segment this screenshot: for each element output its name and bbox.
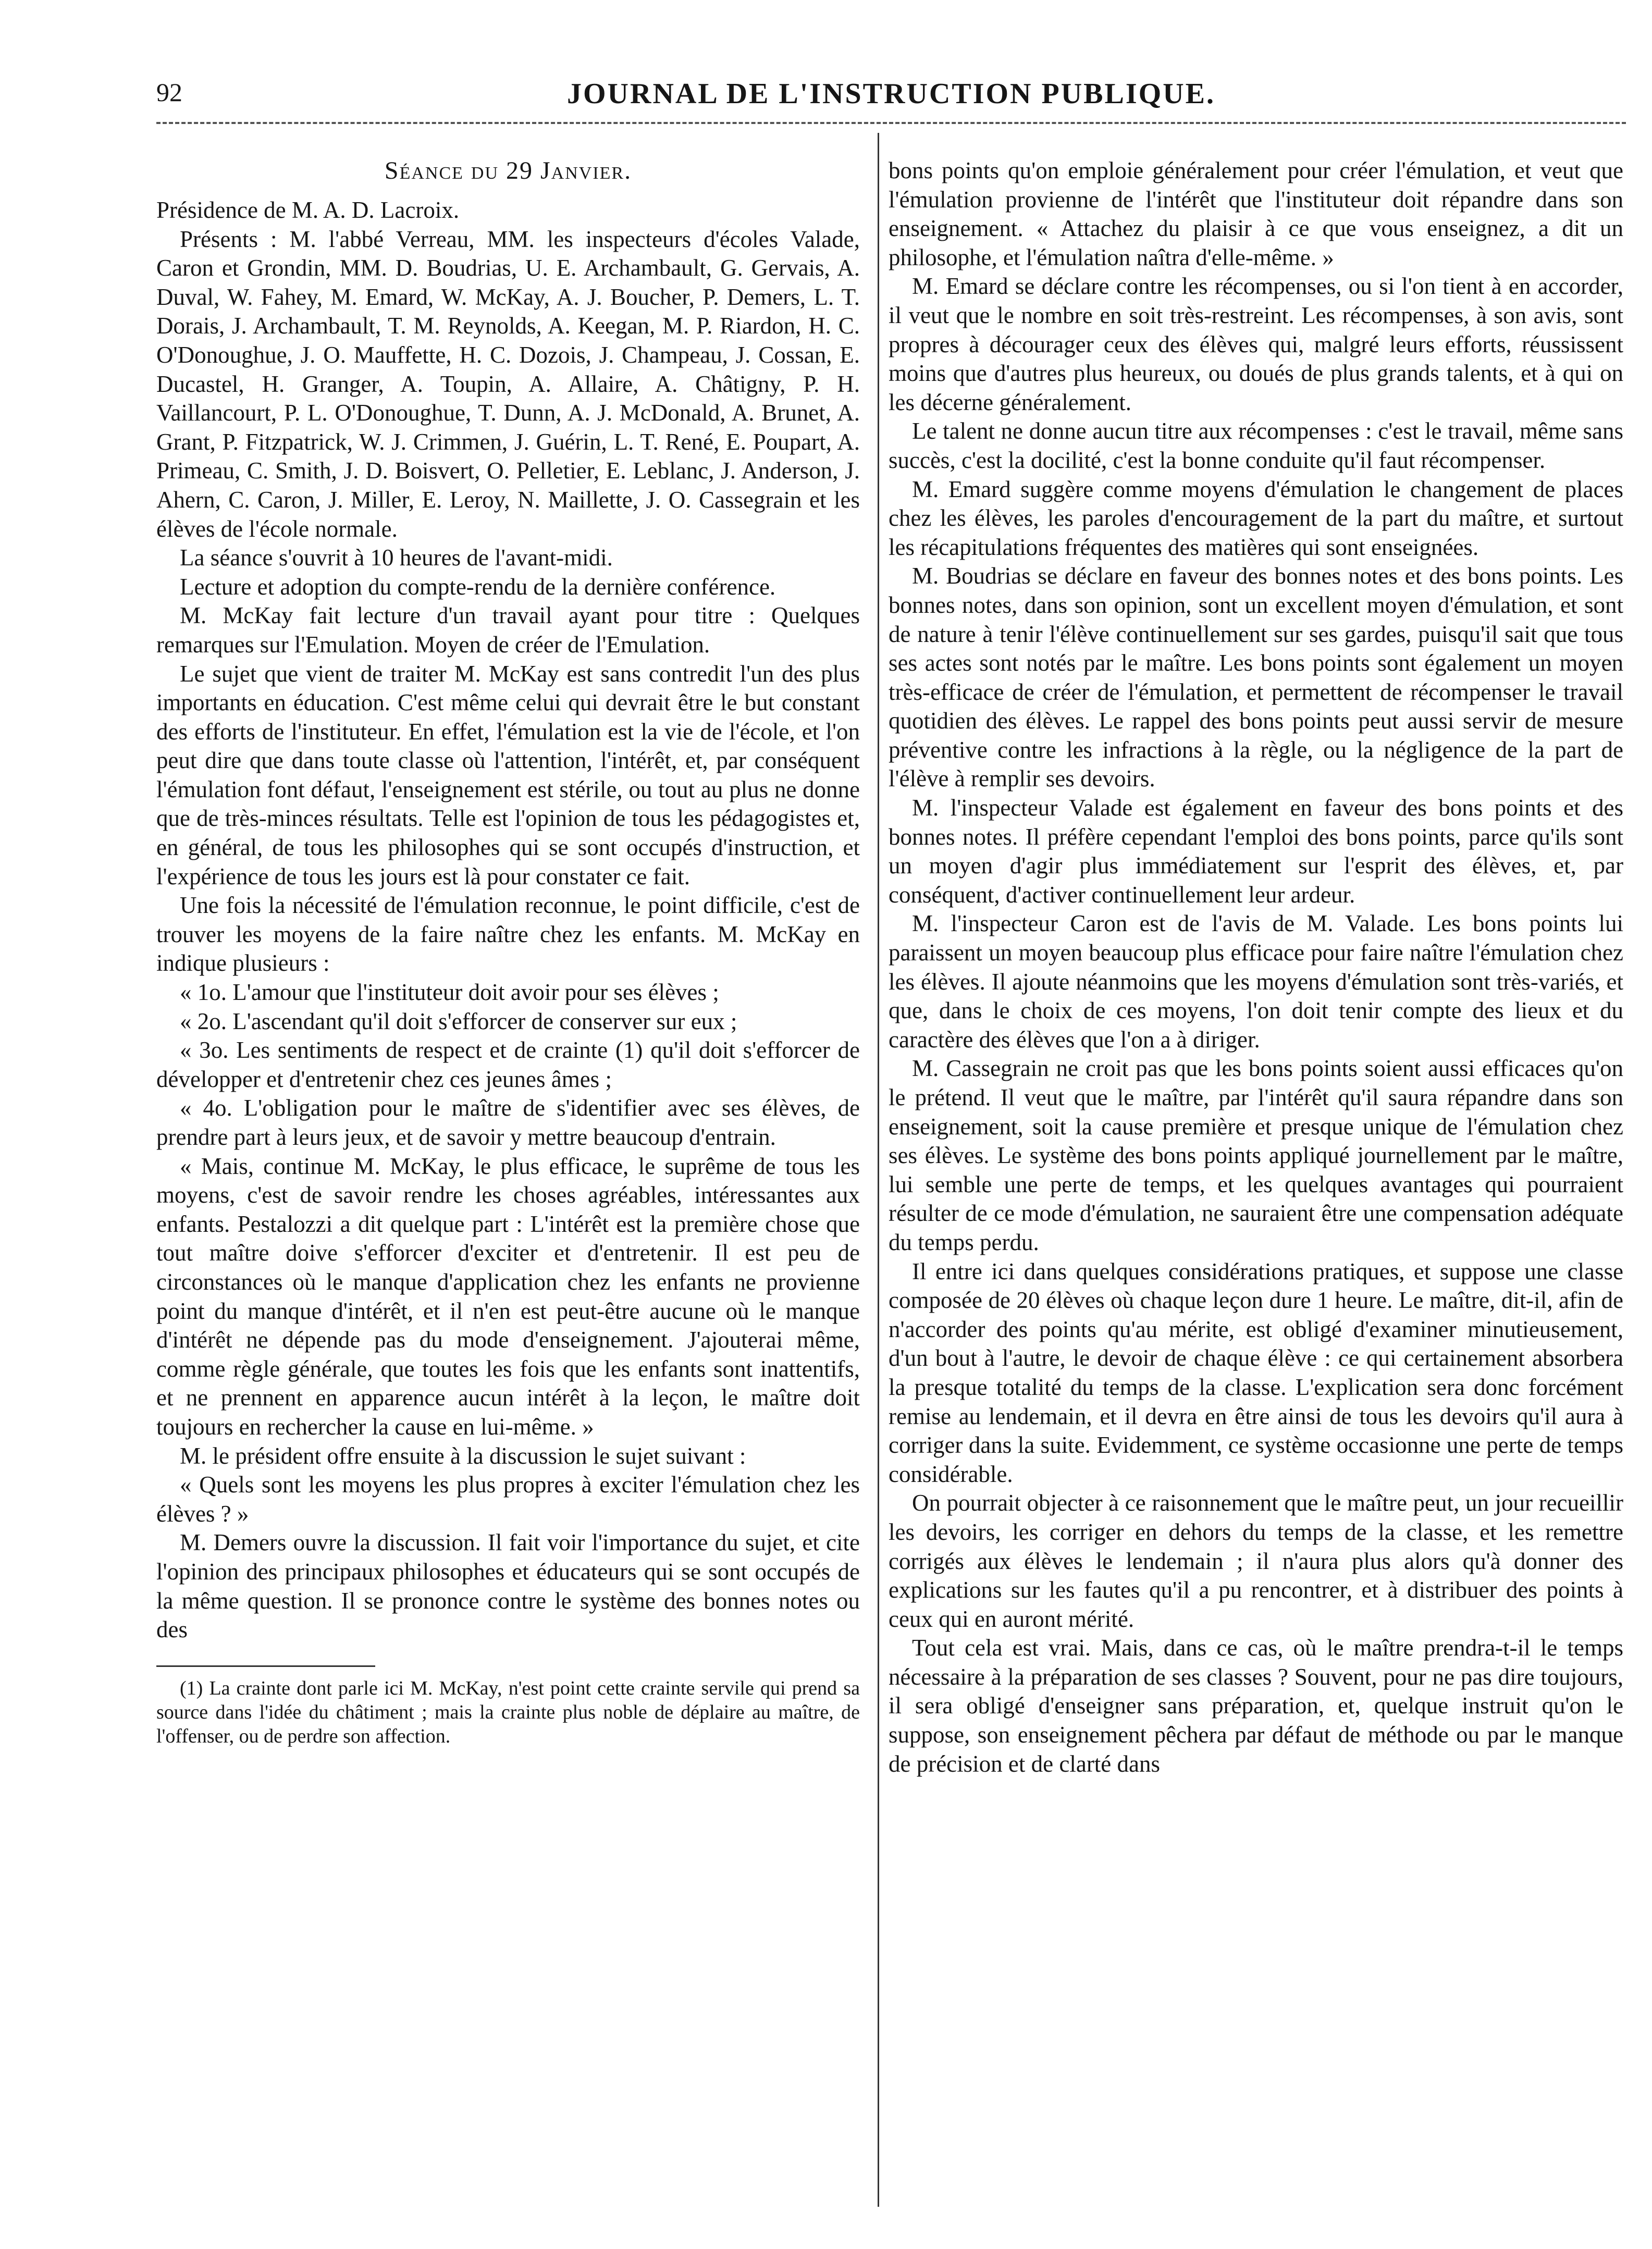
left-column (156, 156, 860, 1748)
paragraph: M. Demers ouvre la discussion. Il fait voir l'importance du sujet, et cite l'opinion des principaux philosophes et éducateurs qui se sont occupés de la même question. Il se prononce contre le système des bonnes notes ou des (156, 1529, 860, 1643)
footnote: (1) La crainte dont parle ici M. McKay, n'est point cette crainte servile qui prend sa source dans l'idée du châtiment ; mais la crainte plus noble de déplaire au maître, de l'offenser, ou de perdre son affection. (156, 1677, 860, 1747)
presidence-paragraph: Présidence de M. A. D. Lacroix. (156, 197, 460, 223)
paragraph: M. Emard suggère comme moyens d'émulation le changement de places chez les élèves, les paroles d'encouragement de la part du maître, et surtout les récapitulations fréquentes des matières qui sont enseignées. (889, 476, 1623, 560)
paragraph: bons points qu'on emploie généralement pour créer l'émulation, et veut que l'émulation provienne de l'intérêt que l'instituteur doit répandre dans son enseignement. « Attachez du plaisir à ce que vous enseignez, a dit un philosophe, et l'émulation naîtra d'elle-même. » (889, 157, 1623, 270)
paragraph: La séance s'ouvrit à 10 heures de l'avant-midi. (180, 545, 613, 571)
paragraph: Le talent ne donne aucun titre aux récompenses : c'est le travail, même sans succès, c'est la docilité, c'est la bonne conduite qu'il faut récompenser. (889, 418, 1623, 473)
list-item: « 4o. L'obligation pour le maître de s'identifier avec ses élèves, de prendre part à leurs jeux, et de savoir y mettre beaucoup d'entrain. (156, 1095, 860, 1150)
right-column (889, 156, 1623, 1778)
paragraph: « Mais, continue M. McKay, le plus efficace, le suprême de tous les moyens, c'est de savoir rendre les choses agréables, intéressantes aux enfants. Pestalozzi a dit quelque part : L'intérêt est la première chose que tout maître doive s'efforcer d'exciter et d'entretenir. Il est peu de circonstances où le manque d'application chez les enfants ne provienne point du manque d'intérêt, et il n'en est peut-être aucune où le manque d'intérêt ne dépende pas du mode d'enseignement. J'ajouterai même, comme règle générale, que toutes les fois que les enfants sont inattentifs, et ne prennent en apparence aucun intérêt à la leçon, le maître doit toujours en rechercher la cause en lui-même. » (156, 1153, 860, 1440)
list-item: « 1o. L'amour que l'instituteur doit avoir pour ses élèves ; (180, 979, 719, 1006)
footnote-rule (156, 1665, 375, 1667)
page-number: 92 (156, 78, 182, 107)
header-rule (156, 122, 1626, 124)
journal-title: JOURNAL DE L'INSTRUCTION PUBLIQUE. (567, 78, 1215, 110)
list-item: « 3o. Les sentiments de respect et de crainte (1) qu'il doit s'efforcer de développer et d'entretenir chez ces jeunes âmes ; (156, 1037, 860, 1092)
paragraph: M. l'inspecteur Caron est de l'avis de M. Valade. Les bons points lui paraissent un moyen beaucoup plus efficace pour faire naître l'émulation chez les élèves. Il ajoute néanmoins que les moyens d'émulation sont très-variés, et que, dans le choix de ces moyens, l'on doit tenir compte des lieux et du caractère des élèves que l'on a à diriger. (889, 910, 1623, 1053)
paragraph: M. Cassegrain ne croit pas que les bons points soient aussi efficaces qu'on le prétend. Il veut que le maître, par l'intérêt qu'il saura répandre dans son enseignement, soit la cause première et presque unique de l'émulation chez ses élèves. Le système des bons points appliqué journellement par le maître, lui semble une perte de temps, et les quelques avantages qui pourraient résulter de ce mode d'émulation, ne sauraient être une compensation adéquate du temps perdu. (889, 1055, 1623, 1255)
list-item: « 2o. L'ascendant qu'il doit s'efforcer de conserver sur eux ; (180, 1008, 737, 1034)
paragraph: M. l'inspecteur Valade est également en faveur des bons points et des bonnes notes. Il préfère cependant l'emploi des bons points, parce qu'ils sont un moyen d'agir plus immédiatement sur l'esprit des élèves, et, par conséquent, d'activer continuellement leur ardeur. (889, 795, 1623, 908)
paragraph: « Quels sont les moyens les plus propres à exciter l'émulation chez les élèves ? » (156, 1472, 860, 1527)
paragraph: M. le président offre ensuite à la discussion le sujet suivant : (180, 1442, 746, 1469)
paragraph: Lecture et adoption du compte-rendu de la dernière conférence. (180, 573, 776, 600)
paragraph: On pourrait objecter à ce raisonnement que le maître peut, un jour recueillir les devoirs, les corriger en dehors du temps de la classe, et les remettre corrigés aux élèves le lendemain ; il n'aura plus alors qu'à donner des explications sur les fautes qu'il a pu rencontrer, et à distribuer des points à ceux qui en auront mérité. (889, 1490, 1623, 1632)
column-divider (878, 133, 879, 2207)
attendees-paragraph: Présents : M. l'abbé Verreau, MM. les inspecteurs d'écoles Valade, Caron et Grondin, MM. D. Boudrias, U. E. Archambault, G. Gervais, A. Duval, W. Fahey, M. Emard, W. McKay, A. J. Boucher, P. Demers, L. T. Dorais, J. Archambault, T. M. Reynolds, A. Keegan, M. P. Riardon, H. C. O'Donoughue, J. O. Mauffette, H. C. Dozois, J. Champeau, J. Cossan, E. Ducastel, H. Granger, A. Toupin, A. Allaire, A. Châtigny, P. H. Vaillancourt, P. L. O'Donoughue, T. Dunn, A. J. McDonald, A. Brunet, A. Grant, P. Fitzpatrick, W. J. Crimmen, J. Guérin, L. T. René, E. Poupart, A. Primeau, C. Smith, J. D. Boisvert, O. Pelletier, E. Leblanc, J. Anderson, J. Ahern, C. Caron, J. Miller, E. Leroy, N. Maillette, J. O. Cassegrain et les élèves de l'école normale. (156, 226, 860, 542)
page-header (156, 77, 1626, 110)
paragraph: M. Emard se déclare contre les récompenses, ou si l'on tient à en accorder, il veut que le nombre en soit très-restreint. Les récompenses, à son avis, sont propres à décourager ceux des élèves qui, malgré leurs efforts, réussissent moins que d'autres plus heureux, ou doués de plus grands talents, et à qui on les décerne généralement. (889, 273, 1623, 415)
session-title: Séance du 29 Janvier. (384, 157, 632, 184)
paragraph: Il entre ici dans quelques considérations pratiques, et suppose une classe composée de 20 élèves où chaque leçon dure 1 heure. Le maître, dit-il, afin de n'accorder des points qu'au mérite, est obligé d'examiner minutieusement, d'un bout à l'autre, le devoir de chaque élève : ce qui certainement absorbera la presque totalité du temps de la classe. L'explication sera donc forcément remise au lendemain, et il devra en être ainsi de tous les devoirs qu'il aura à corriger dans la suite. Evidemment, ce système occasionne une perte de temps considérable. (889, 1258, 1623, 1487)
paragraph: Le sujet que vient de traiter M. McKay est sans contredit l'un des plus importants en éducation. C'est même celui qui devrait être le but constant des efforts de l'instituteur. En effet, l'émulation est la vie de l'école, et l'on peut dire que dans toute classe où l'attention, l'intérêt, et, par conséquent l'émulation font défaut, l'enseignement est stérile, ou tout au plus ne donne que de très-minces résultats. Telle est l'opinion de tous les pédagogistes et, en général, de tous les philosophes qui se sont occupés d'instruction, et l'expérience de tous les jours est là pour constater ce fait. (156, 660, 860, 889)
paragraph: M. Boudrias se déclare en faveur des bonnes notes et des bons points. Les bonnes notes, dans son opinion, sont un excellent moyen d'émulation, et sont de nature à tenir l'élève continuellement sur ses gardes, puisqu'il sait que tous ses actes sont notés par le maître. Les bons points sont également un moyen très-efficace de créer de l'émulation, et permettent de récompenser le travail quotidien des élèves. Le rappel des bons points peut aussi servir de mesure préventive contre les infractions à la règle, ou la négligence de la part de l'élève à remplir ses devoirs. (889, 563, 1623, 792)
paragraph: Une fois la nécessité de l'émulation reconnue, le point difficile, c'est de trouver les moyens de la faire naître chez les enfants. M. McKay en indique plusieurs : (156, 892, 860, 977)
paragraph: M. McKay fait lecture d'un travail ayant pour titre : Quelques remarques sur l'Emulation. Moyen de créer de l'Emulation. (156, 602, 860, 658)
paragraph: Tout cela est vrai. Mais, dans ce cas, où le maître prendra-t-il le temps nécessaire à la préparation de ses classes ? Souvent, pour ne pas dire toujours, il sera obligé d'enseigner sans préparation, et, quelque instruit qu'on le suppose, son enseignement pêchera par défaut de méthode ou par le manque de précision et de clarté dans (889, 1635, 1623, 1777)
